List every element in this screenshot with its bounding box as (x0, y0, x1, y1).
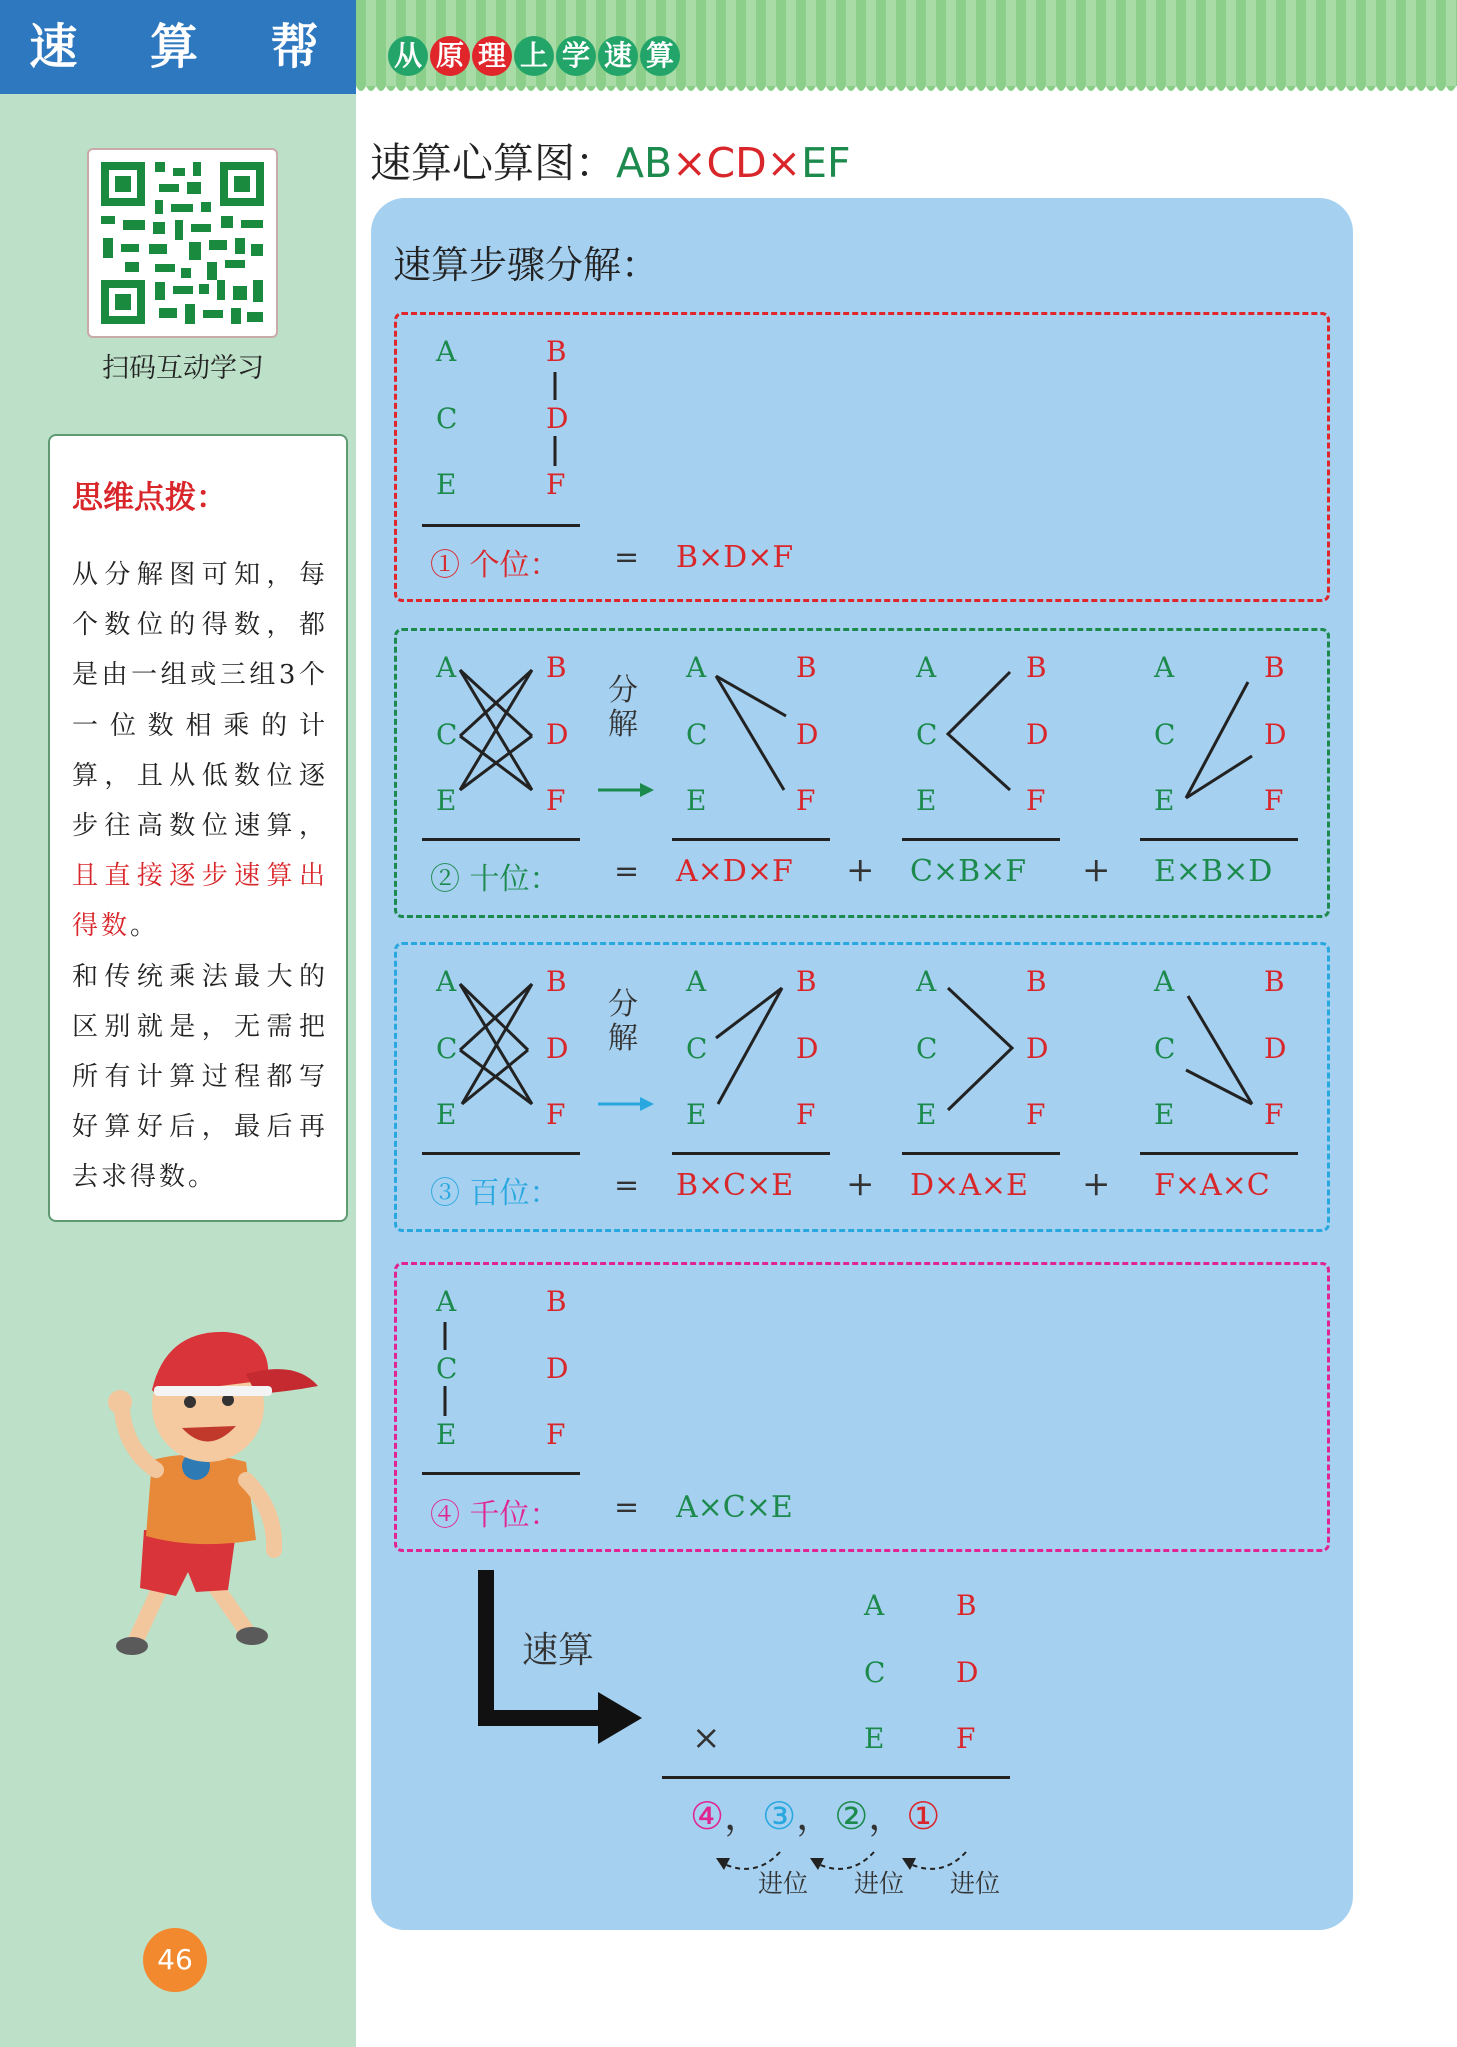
divider-line (1140, 838, 1298, 841)
letter-c: C (436, 1032, 458, 1065)
cartoon-boy-illustration (96, 1310, 328, 1670)
letter-c: C (1154, 1032, 1176, 1065)
letter-b: B (546, 965, 567, 998)
slogan-char: 从 (388, 36, 428, 76)
qr-label: 扫码互动学习 (102, 353, 264, 384)
result-tens: ② (834, 1794, 869, 1838)
letter-b: B (546, 651, 567, 684)
arrow-right-icon (596, 1092, 656, 1116)
letter-e: E (916, 784, 937, 817)
letter-f: F (796, 784, 816, 817)
letter-e: E (916, 1098, 937, 1131)
step2-term1: A×D×F (676, 854, 793, 889)
letter-a: A (916, 651, 937, 684)
letter-b: B (956, 1589, 977, 1622)
letter-c: C (686, 1032, 708, 1065)
letter-f: F (546, 1418, 566, 1451)
tip-text-highlight: 且直接逐步速算出得数 (72, 861, 328, 942)
letter-d: D (956, 1656, 979, 1689)
letter-a: A (686, 965, 707, 998)
connector-lines (706, 660, 796, 810)
divider-line (1140, 1152, 1298, 1155)
letter-d: D (546, 1352, 569, 1385)
tip-box (48, 434, 348, 1222)
divider-line (422, 1472, 580, 1475)
result-hundreds: ③ (762, 1794, 797, 1838)
letter-b: B (1264, 965, 1285, 998)
letter-d: D (796, 1032, 819, 1065)
cross-lines (456, 660, 546, 810)
connector-lines (706, 974, 796, 1124)
letter-f: F (546, 468, 566, 501)
comma: ， (796, 1794, 835, 1838)
equals-sign: = (614, 1490, 640, 1525)
sidebar (0, 0, 356, 2047)
letter-c: C (916, 1032, 938, 1065)
step3-term1: B×C×E (676, 1168, 794, 1203)
letter-c: C (916, 718, 938, 751)
letter-e: E (1154, 784, 1175, 817)
letter-c: C (436, 1352, 458, 1385)
result-ones: ① (906, 1794, 941, 1838)
letter-a: A (1154, 965, 1175, 998)
divider-line (672, 1152, 830, 1155)
qr-code-icon (89, 150, 276, 336)
carry-label: 进位 (854, 1869, 905, 1898)
tip-title: 思维点拨： (72, 480, 227, 516)
divider-line (902, 838, 1060, 841)
letter-b: B (796, 965, 817, 998)
title-prefix: 速算心算图： (370, 139, 616, 187)
plus-sign: + (1082, 850, 1111, 890)
letter-b: B (1026, 651, 1047, 684)
letter-d: D (546, 1032, 569, 1065)
letter-c: C (864, 1656, 886, 1689)
step2-term3: E×B×D (1154, 854, 1273, 889)
divider-line (422, 1152, 580, 1155)
speed-label: 速算 (522, 1630, 595, 1671)
letter-f: F (796, 1098, 816, 1131)
result-row (690, 1794, 940, 1838)
slogan-char: 上 (514, 36, 554, 76)
letter-c: C (436, 718, 458, 751)
letter-f: F (1026, 784, 1046, 817)
connector-lines (936, 974, 1026, 1124)
letter-b: B (796, 651, 817, 684)
letter-f: F (1264, 784, 1284, 817)
connector-lines (540, 370, 570, 470)
decompose-label: 分解 (608, 987, 638, 1056)
letter-a: A (436, 335, 457, 368)
equals-sign: = (614, 540, 640, 575)
page-number: 46 (143, 1928, 207, 1992)
step3-term2: D×A×E (910, 1168, 1028, 1203)
letter-d: D (796, 718, 819, 751)
connector-lines (936, 660, 1026, 810)
letter-f: F (546, 1098, 566, 1131)
steps-title: 速算步骤分解： (393, 243, 660, 287)
divider-line (902, 1152, 1060, 1155)
letter-e: E (436, 1098, 457, 1131)
tip-text (72, 550, 328, 1203)
cross-lines (456, 974, 546, 1124)
brand-title: 速 算 帮 (0, 0, 356, 94)
title-cd: CD (706, 139, 767, 187)
title-times: × (672, 139, 707, 187)
tip-text-part3: 和传统乘法最大的区别就是，无需把所有计算过程都写好算好后，最后再去求得数。 (72, 961, 328, 1193)
tip-text-part2: 。 (130, 911, 160, 942)
step3-label: ③ 百位： (430, 1176, 560, 1211)
letter-a: A (436, 1285, 457, 1318)
letter-c: C (1154, 718, 1176, 751)
step2-label: ② 十位： (430, 862, 560, 897)
title-ef: EF (801, 139, 851, 187)
letter-d: D (1264, 1032, 1287, 1065)
divider-line (422, 838, 580, 841)
equals-sign: = (614, 1168, 640, 1203)
step4-label: ④ 千位： (430, 1498, 560, 1533)
letter-c: C (436, 402, 458, 435)
letter-f: F (956, 1722, 976, 1755)
letter-e: E (686, 784, 707, 817)
letter-d: D (1026, 718, 1049, 751)
connector-lines (1174, 974, 1264, 1124)
letter-f: F (546, 784, 566, 817)
letter-d: D (546, 718, 569, 751)
tip-text-part1: 从分解图可知，每个数位的得数，都是由一组或三组3个一位数相乘的计算，且从低数位逐步往高数位速算， (72, 560, 328, 842)
connector-lines (1174, 660, 1264, 810)
step1-label: ① 个位： (430, 548, 560, 583)
letter-e: E (686, 1098, 707, 1131)
letter-f: F (1264, 1098, 1284, 1131)
times-sign: × (692, 1718, 721, 1758)
equals-sign: = (614, 854, 640, 889)
step4-formula: A×C×E (676, 1490, 793, 1525)
divider-line (422, 524, 580, 527)
letter-b: B (546, 1285, 567, 1318)
slogan-char: 速 (598, 36, 638, 76)
step2-term2: C×B×F (910, 854, 1027, 889)
letter-a: A (916, 965, 937, 998)
letter-e: E (1154, 1098, 1175, 1131)
title-ab: AB (616, 139, 673, 187)
letter-a: A (1154, 651, 1175, 684)
carry-label: 进位 (758, 1869, 809, 1898)
qr-code[interactable] (87, 148, 278, 338)
page-title (370, 130, 851, 189)
plus-sign: + (846, 850, 875, 890)
letter-e: E (436, 1418, 457, 1451)
letter-e: E (436, 468, 457, 501)
carry-arrows (700, 1838, 990, 1888)
comma: ， (724, 1794, 763, 1838)
carry-label: 进位 (950, 1869, 1001, 1898)
title-times: × (766, 139, 802, 187)
step1-formula: B×D×F (676, 540, 794, 575)
arrow-right-icon (596, 778, 656, 802)
letter-e: E (864, 1722, 885, 1755)
letter-a: A (436, 965, 457, 998)
letter-a: A (436, 651, 457, 684)
decompose-label: 分解 (608, 673, 638, 742)
letter-d: D (1026, 1032, 1049, 1065)
letter-d: D (546, 402, 569, 435)
letter-d: D (1264, 718, 1287, 751)
plus-sign: + (1082, 1164, 1111, 1204)
letter-a: A (686, 651, 707, 684)
divider-line (662, 1776, 1010, 1779)
comma: ， (868, 1794, 907, 1838)
step3-term3: F×A×C (1154, 1168, 1270, 1203)
letter-f: F (1026, 1098, 1046, 1131)
letter-b: B (1264, 651, 1285, 684)
letter-b: B (1026, 965, 1047, 998)
header-banner (356, 0, 1457, 94)
letter-b: B (546, 335, 567, 368)
result-thousands: ④ (690, 1794, 725, 1838)
divider-line (672, 838, 830, 841)
letter-e: E (436, 784, 457, 817)
slogan-char: 原 (430, 36, 470, 76)
slogan-char: 理 (472, 36, 512, 76)
letter-c: C (686, 718, 708, 751)
connector-lines (430, 1320, 460, 1420)
letter-a: A (864, 1589, 885, 1622)
slogan-char: 算 (640, 36, 680, 76)
slogan-char: 学 (556, 36, 596, 76)
plus-sign: + (846, 1164, 875, 1204)
